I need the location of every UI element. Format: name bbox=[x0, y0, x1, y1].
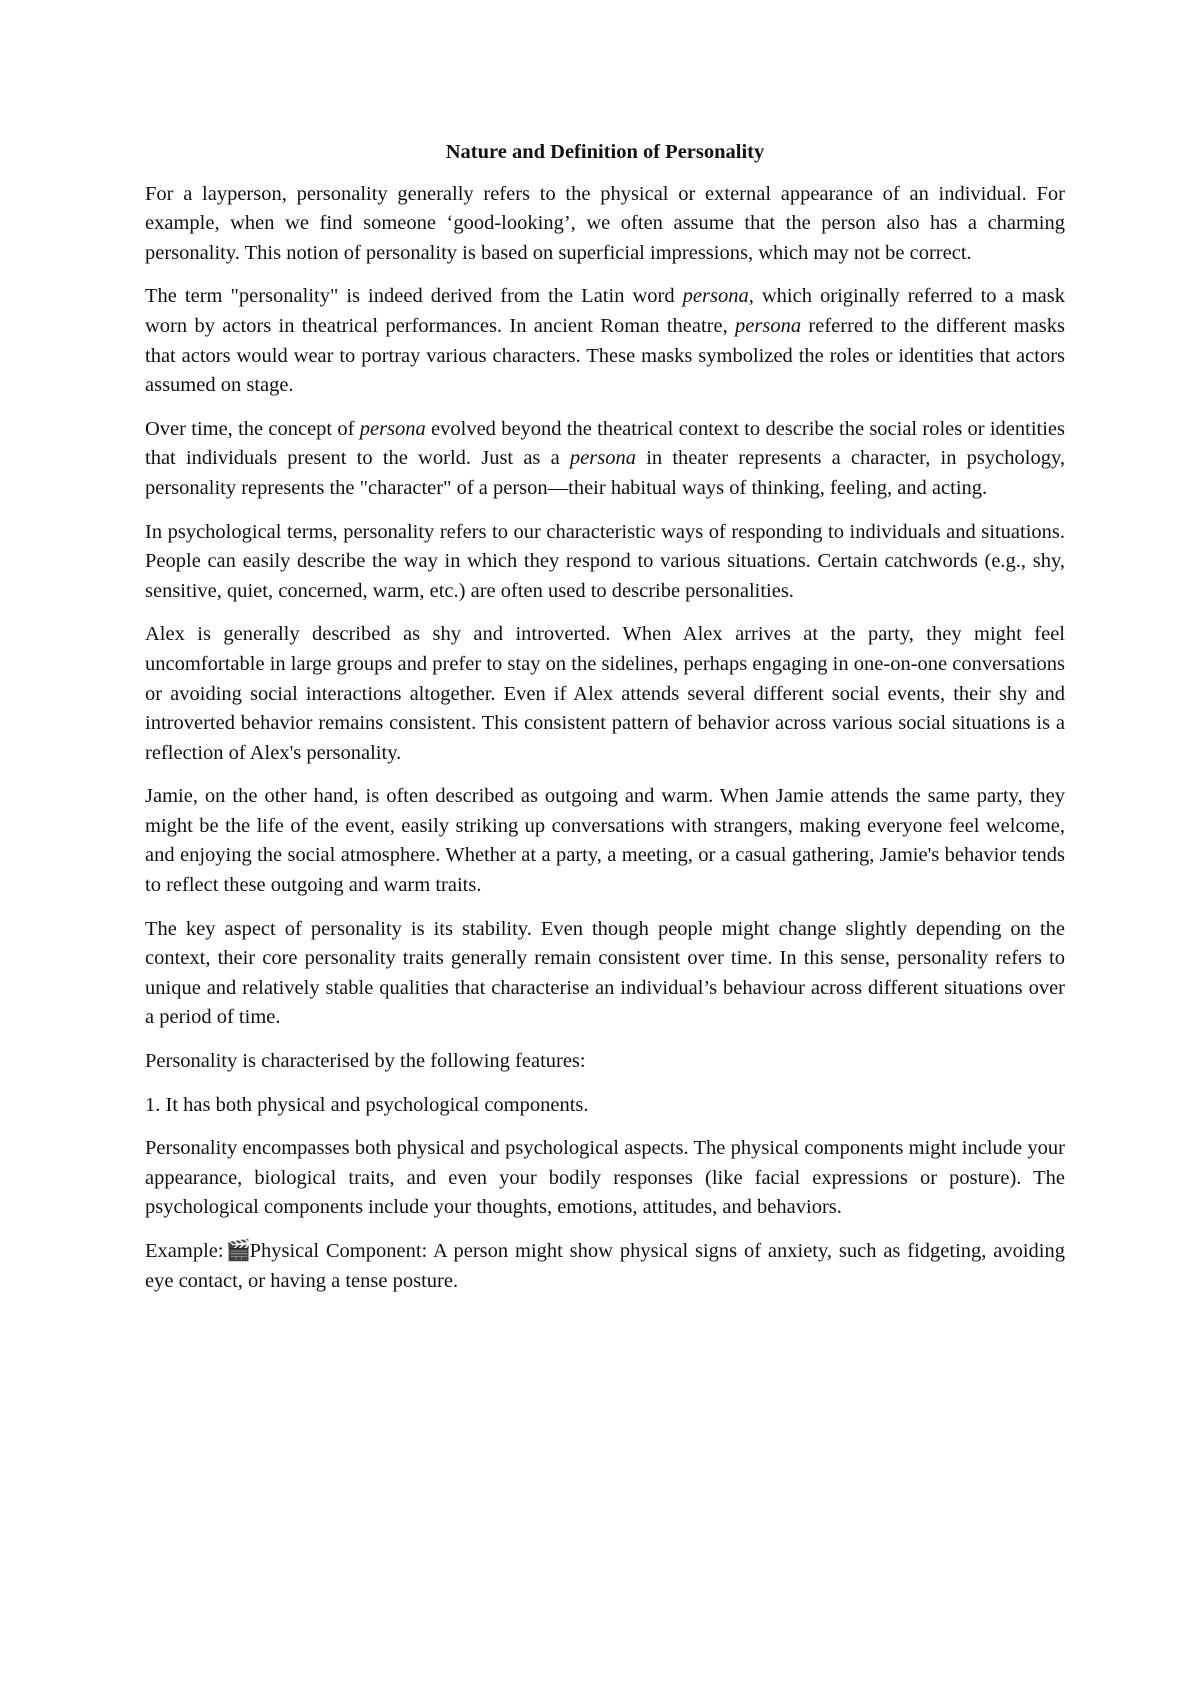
paragraph-text: The term "personality" is indeed derived from the Latin word bbox=[145, 285, 683, 308]
paragraph-text: evolved beyond the theatrical context to describe the social roles or identities that individuals present to the world. Just as a bbox=[145, 417, 1065, 470]
paragraph-stability: The key aspect of personality is its stability. Even though people might change slightly depending on the context, their core personality traits generally remain consistent over time. In this sense, personality refers to unique and relatively stable qualities that characterise an individual’s behaviour across different situations over a period of time. bbox=[145, 917, 1065, 1029]
paragraph-text: Physical Component: A person might show physical signs of anxiety, such as fidgeting, avoiding eye contact, or having a tense posture. bbox=[145, 1240, 1065, 1292]
paragraph-example-physical bbox=[145, 1237, 1065, 1296]
clapperboard-icon: 🎬 bbox=[225, 1240, 252, 1262]
list-item-feature-1: 1. It has both physical and psychological components. bbox=[145, 1093, 589, 1116]
paragraph-text: in theater represents a character, in psychology, personality represents the "character" of a person—their habitual ways of thinking, feeling, and acting. bbox=[145, 447, 1065, 499]
document-title: Nature and Definition of Personality bbox=[445, 141, 765, 163]
paragraph-text: referred to the different masks that actors would wear to portray various characters. These masks symbolized the roles or identities that actors assumed on stage. bbox=[145, 314, 1066, 397]
paragraph-text: Over time, the concept of bbox=[145, 417, 360, 440]
paragraph-components: Personality encompasses both physical and psychological aspects. The physical components might include your appearance, biological traits, and even your bodily responses (like facial expressions or posture). The psychological components include your thoughts, emotions, attitudes, and behaviors. bbox=[145, 1137, 1065, 1219]
paragraph-psychological-terms: In psychological terms, personality refers to our characteristic ways of responding to individuals and situations. People can easily describe the way in which they respond to various situations. Certain catchwords (e.g., shy, sensitive, quiet, concerned, warm, etc.) are often used to describe personalities. bbox=[145, 520, 1065, 602]
paragraph-alex-example: Alex is generally described as shy and introverted. When Alex arrives at the party, they might feel uncomfortable in large groups and prefer to stay on the sidelines, perhaps engaging in one-on-one conversations or avoiding social interactions altogether. Even if Alex attends several different social events, their shy and introverted behavior remains consistent. This consistent pattern of behavior across various social situations is a reflection of Alex's personality. bbox=[145, 623, 1065, 764]
document-page bbox=[145, 138, 1065, 1310]
persona-term: persona bbox=[569, 447, 636, 470]
paragraph-features-intro: Personality is characterised by the following features: bbox=[145, 1050, 586, 1073]
persona-term: persona bbox=[359, 417, 426, 440]
persona-term: persona bbox=[735, 314, 802, 337]
paragraph-layperson: For a layperson, personality generally refers to the physical or external appearance of an individual. For example, when we find someone ‘good-looking’, we often assume that the person also has a charming personality. This notion of personality is based on superficial impressions, which may not be correct. bbox=[145, 182, 1065, 264]
paragraph-jamie-example: Jamie, on the other hand, is often described as outgoing and warm. When Jamie attends the same party, they might be the life of the event, easily striking up conversations with strangers, making everyone feel welcome, and enjoying the social atmosphere. Whether at a party, a meeting, or a casual gathering, Jamie's behavior tends to reflect these outgoing and warm traits. bbox=[145, 785, 1065, 897]
paragraph-text: , which originally referred to a mask worn by actors in theatrical performances. In ancient Roman theatre, bbox=[145, 285, 1065, 337]
example-label: Example: bbox=[145, 1240, 224, 1262]
persona-term: persona bbox=[682, 285, 749, 308]
paragraph-persona-origin bbox=[145, 282, 1065, 400]
paragraph-persona-evolution bbox=[145, 415, 1065, 504]
